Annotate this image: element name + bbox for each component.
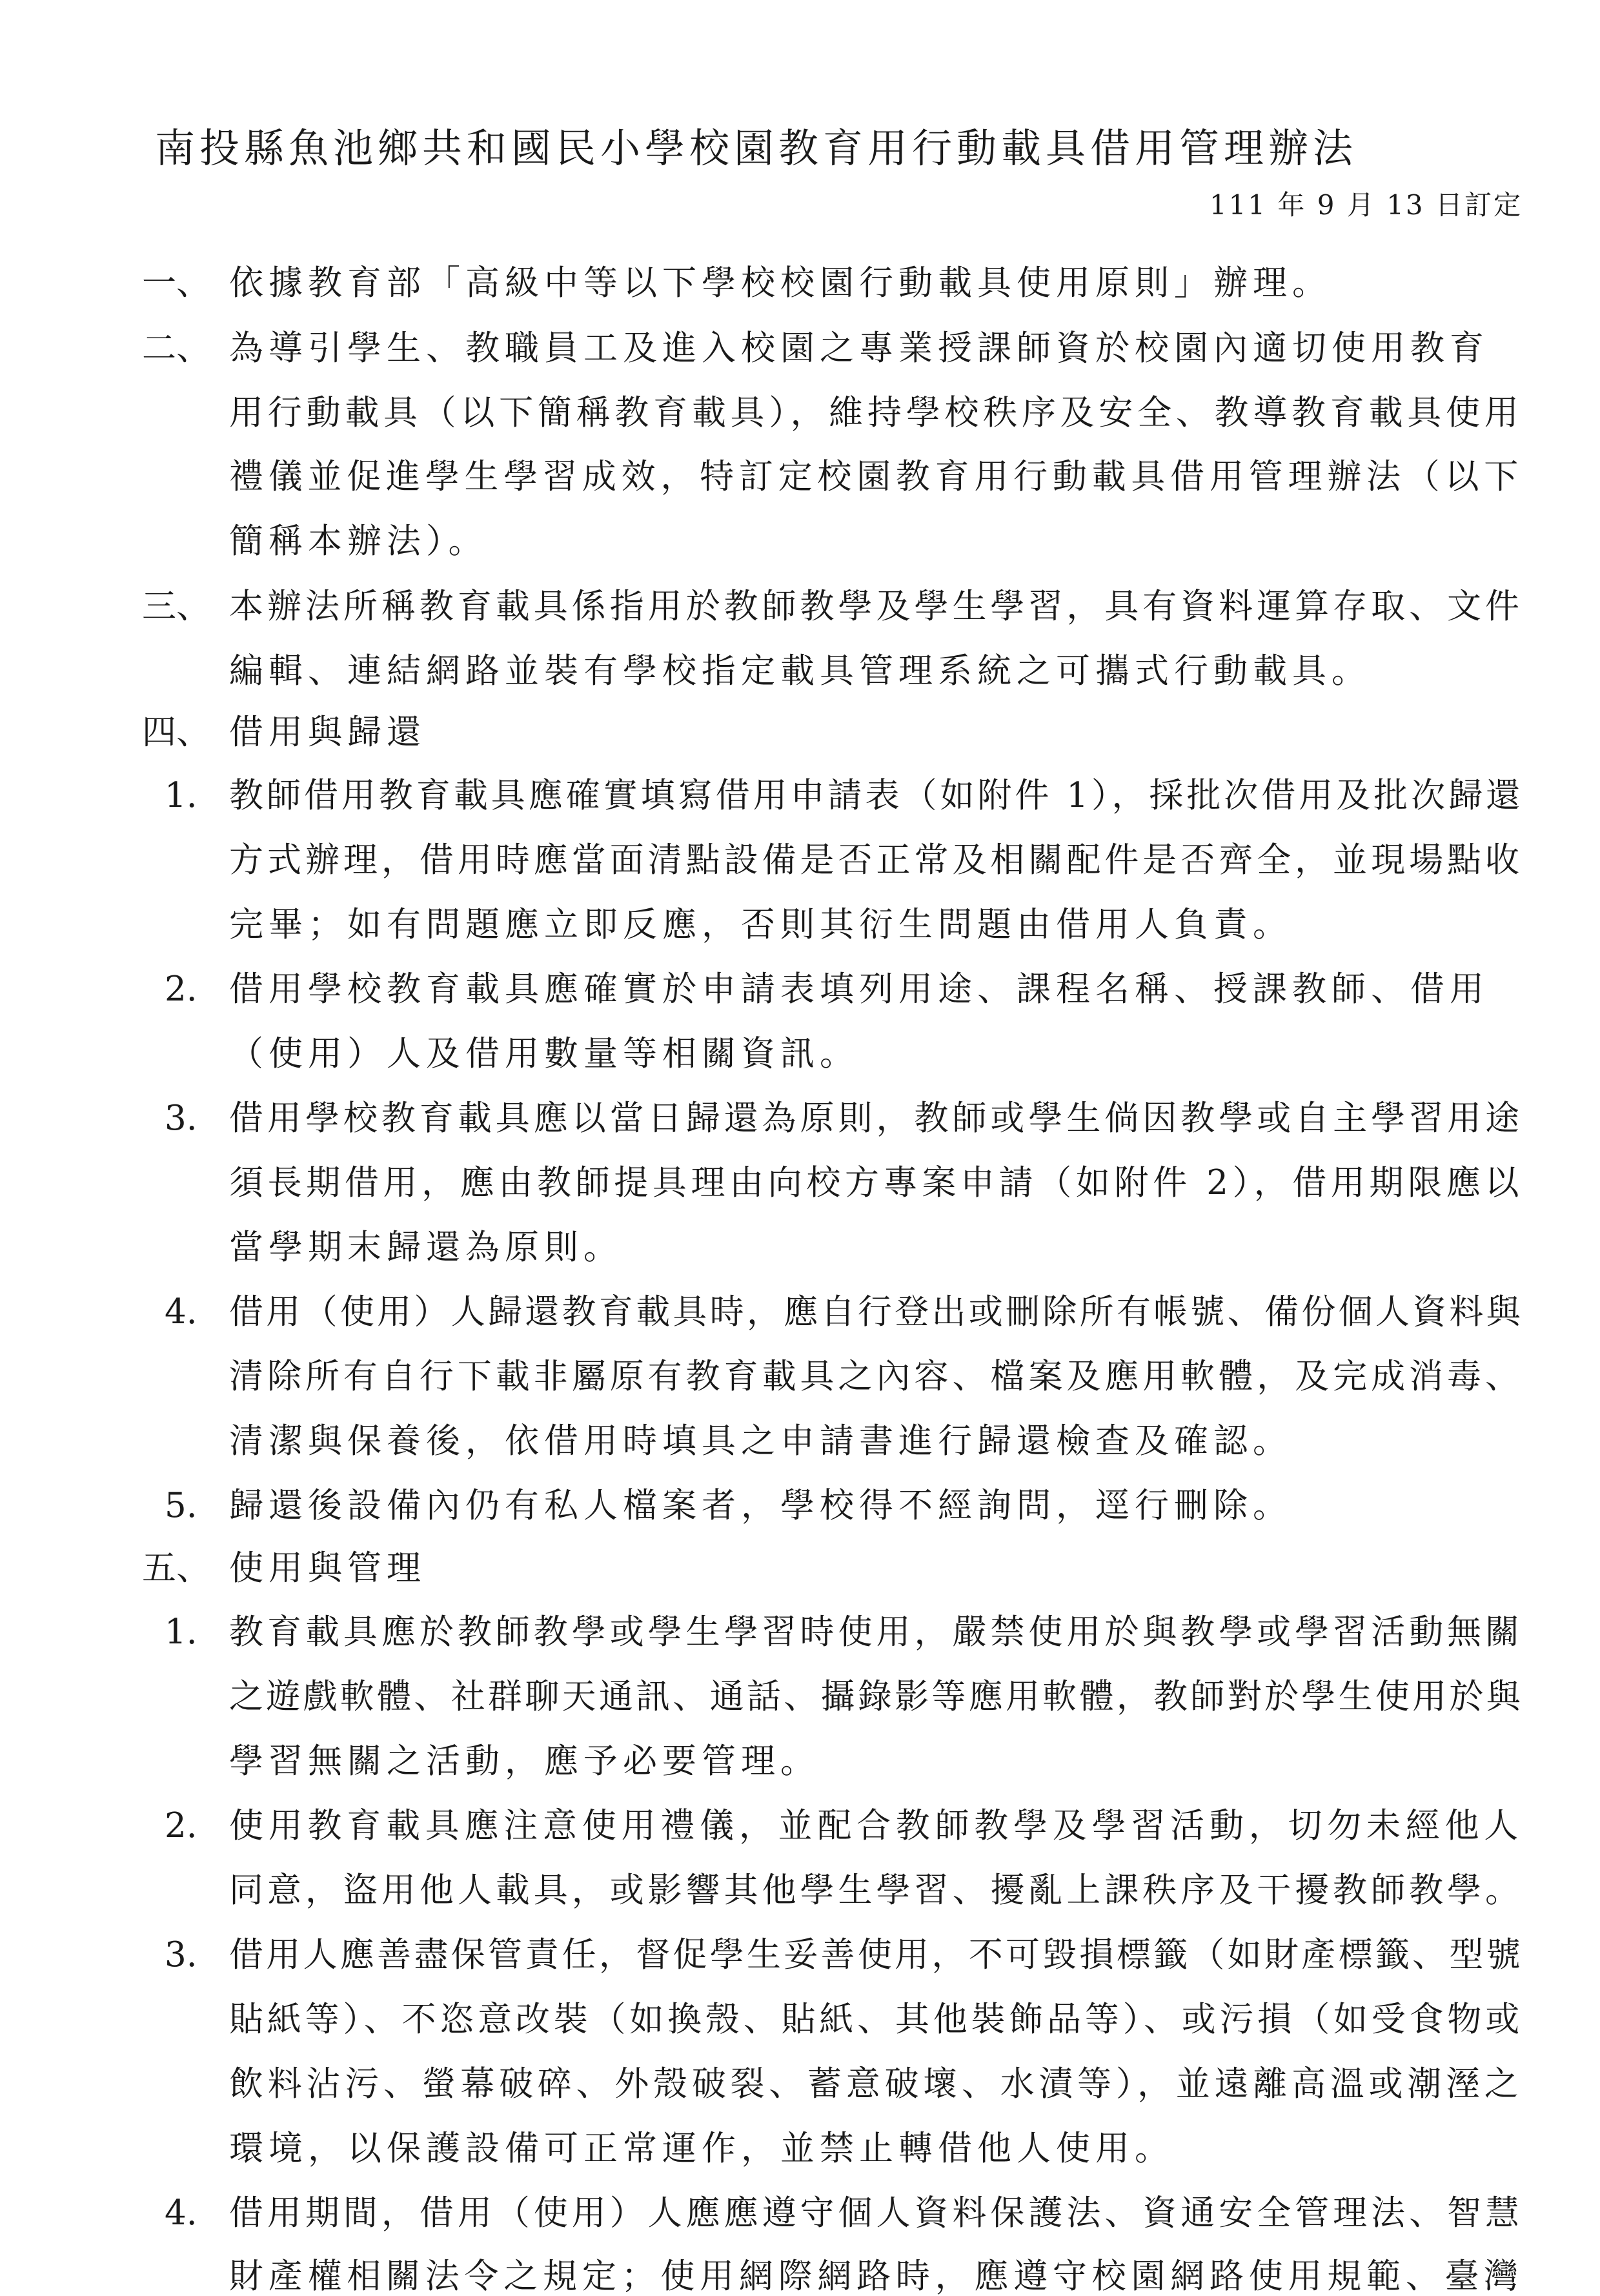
paragraph-line: 環境，以保護設備可正常運作，並禁止轉借他人使用。 (229, 2129, 1174, 2168)
paragraph-line: 完畢；如有問題應立即反應，否則其衍生問題由借用人負責。 (229, 905, 1292, 944)
section-number: 二、 (142, 329, 210, 368)
item-number: 4. (165, 2193, 197, 2233)
section-number: 五、 (142, 1549, 210, 1588)
paragraph-line: 學習無關之活動，應予必要管理。 (229, 1742, 820, 1781)
section-number: 三、 (142, 587, 210, 626)
paragraph-line: 簡稱本辦法）。 (229, 522, 488, 561)
item-number: 2. (165, 970, 197, 1009)
document-title: 南投縣魚池鄉共和國民小學校園教育用行動載具借用管理辦法 (155, 125, 1358, 172)
paragraph-line: 方式辦理，借用時應當面清點設備是否正常及相關配件是否齊全，並現場點收 (229, 840, 1523, 880)
item-number: 1. (165, 776, 197, 815)
paragraph-line: 清除所有自行下載非屬原有教育載具之內容、檔案及應用軟體，及完成消毒、 (229, 1357, 1523, 1396)
paragraph-line: 借用（使用）人歸還教育載具時，應自行登出或刪除所有帳號、備份個人資料與 (229, 1292, 1523, 1332)
paragraph-line: 教師借用教育載具應確實填寫借用申請表（如附件 1），採批次借用及批次歸還 (229, 776, 1524, 815)
paragraph-line: 飲料沾污、螢幕破碎、外殼破裂、蓄意破壞、水漬等），並遠離高溫或潮溼之 (229, 2064, 1523, 2104)
section-number: 一、 (142, 263, 210, 303)
item-number: 4. (165, 1292, 197, 1332)
paragraph-line: 借用人應善盡保管責任，督促學生妥善使用，不可毀損標籤（如財產標籤、型號 (229, 1935, 1523, 1975)
paragraph-line: 編輯、連結網路並裝有學校指定載具管理系統之可攜式行動載具。 (229, 651, 1371, 691)
paragraph-line: 禮儀並促進學生學習成效，特訂定校園教育用行動載具借用管理辦法（以下 (229, 457, 1523, 496)
paragraph-line: 同意，盜用他人載具，或影響其他學生學習、擾亂上課秩序及干擾教師教學。 (229, 1871, 1523, 1910)
paragraph-line: 借用期間，借用（使用）人應應遵守個人資料保護法、資通安全管理法、智慧 (229, 2193, 1523, 2233)
paragraph-line: 借用學校教育載具應以當日歸還為原則，教師或學生倘因教學或自主學習用途 (229, 1099, 1523, 1138)
paragraph-line: 之遊戲軟體、社群聊天通訊、通話、攝錄影等應用軟體，教師對於學生使用於與 (229, 1677, 1523, 1716)
item-number: 3. (165, 1935, 197, 1975)
section-number: 四、 (142, 713, 210, 752)
paragraph-line: （使用）人及借用數量等相關資訊。 (229, 1034, 859, 1073)
item-number: 1. (165, 1612, 197, 1652)
paragraph-line: 為導引學生、教職員工及進入校園之專業授課師資於校園內適切使用教育 (229, 329, 1489, 368)
paragraph-line: 使用教育載具應注意使用禮儀，並配合教師教學及學習活動，切勿未經他人 (229, 1806, 1523, 1845)
paragraph-line: 當學期末歸還為原則。 (229, 1228, 623, 1267)
paragraph-line: 依據教育部「高級中等以下學校校園行動載具使用原則」辦理。 (229, 263, 1332, 303)
item-number: 5. (165, 1486, 197, 1525)
paragraph-line: 使用與管理 (229, 1549, 426, 1588)
item-number: 2. (165, 1806, 197, 1845)
paragraph-line: 本辦法所稱教育載具係指用於教師教學及學生學習，具有資料運算存取、文件 (229, 587, 1523, 626)
paragraph-line: 須長期借用，應由教師提具理由向校方專案申請（如附件 2），借用期限應以 (229, 1163, 1524, 1203)
paragraph-line: 教育載具應於教師教學或學生學習時使用，嚴禁使用於與教學或學習活動無關 (229, 1612, 1523, 1652)
paragraph-line: 借用與歸還 (229, 713, 426, 752)
paragraph-line: 清潔與保養後，依借用時填具之申請書進行歸還檢查及確認。 (229, 1421, 1292, 1461)
paragraph-line: 借用學校教育載具應確實於申請表填列用途、課程名稱、授課教師、借用 (229, 970, 1489, 1009)
paragraph-line: 貼紙等）、不恣意改裝（如換殼、貼紙、其他裝飾品等）、或污損（如受食物或 (229, 2000, 1523, 2039)
enactment-date: 111 年 9 月 13 日訂定 (1209, 189, 1523, 221)
paragraph-line: 財產權相關法令之規定；使用網際網路時，應遵守校園網路使用規範、臺灣 (229, 2257, 1523, 2296)
paragraph-line: 歸還後設備內仍有私人檔案者，學校得不經詢問，逕行刪除。 (229, 1486, 1292, 1525)
item-number: 3. (165, 1099, 197, 1138)
paragraph-line: 用行動載具（以下簡稱教育載具），維持學校秩序及安全、教導教育載具使用 (229, 393, 1523, 432)
